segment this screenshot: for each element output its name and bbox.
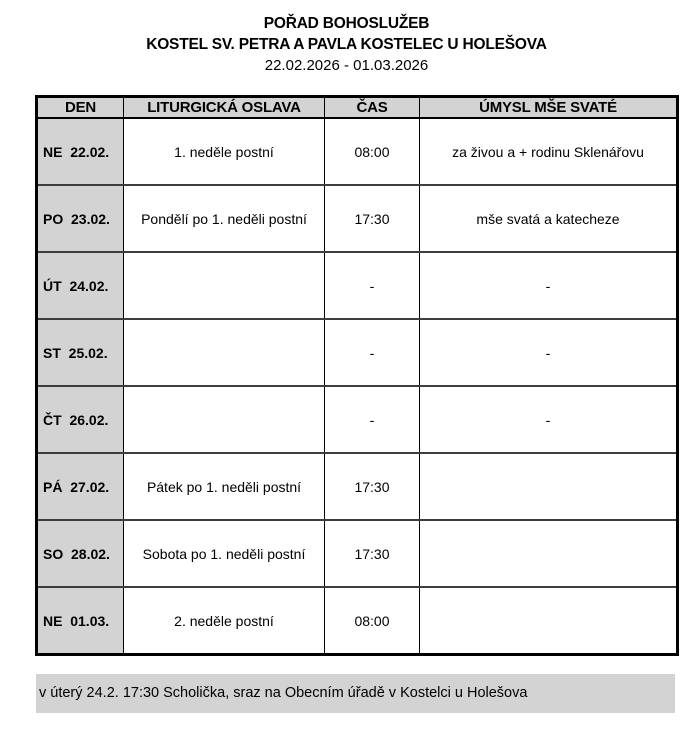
page-title: POŘAD BOHOSLUŽEB — [263, 15, 430, 32]
intention-cell: mše svatá a katecheze — [420, 185, 678, 252]
time-cell: 17:30 — [325, 453, 420, 520]
announcement-note: v úterý 24.2. 17:30 Scholička, sraz na Obecním úřadě v Kostelci u Holešova — [36, 674, 675, 713]
day-cell: SO 28.02. — [37, 520, 124, 587]
celebration-cell — [124, 386, 325, 453]
celebration-cell: Pátek po 1. neděli postní — [124, 453, 325, 520]
document-header — [0, 0, 693, 76]
intention-cell — [420, 453, 678, 520]
day-cell: ČT 26.02. — [37, 386, 124, 453]
intention-cell — [420, 587, 678, 655]
table-row — [37, 453, 678, 520]
day-cell: ÚT 24.02. — [37, 252, 124, 319]
table-row — [37, 185, 678, 252]
column-header-day: DEN — [37, 97, 124, 119]
time-cell: 17:30 — [325, 185, 420, 252]
time-cell: - — [325, 319, 420, 386]
intention-cell — [420, 520, 678, 587]
celebration-cell: 2. neděle postní — [124, 587, 325, 655]
time-cell: 08:00 — [325, 118, 420, 185]
day-cell: PO 23.02. — [37, 185, 124, 252]
table-row — [37, 520, 678, 587]
time-cell: 08:00 — [325, 587, 420, 655]
celebration-cell: Pondělí po 1. neděli postní — [124, 185, 325, 252]
celebration-cell: Sobota po 1. neděli postní — [124, 520, 325, 587]
week-date-range: 22.02.2026 - 01.03.2026 — [264, 57, 429, 74]
table-header-row — [37, 97, 678, 119]
time-cell: - — [325, 386, 420, 453]
table-row — [37, 386, 678, 453]
celebration-cell — [124, 252, 325, 319]
day-cell: ST 25.02. — [37, 319, 124, 386]
mass-schedule-table — [35, 95, 679, 656]
column-header-intention: ÚMYSL MŠE SVATÉ — [420, 97, 678, 119]
column-header-time: ČAS — [325, 97, 420, 119]
celebration-cell: 1. neděle postní — [124, 118, 325, 185]
table-row — [37, 319, 678, 386]
church-name: KOSTEL SV. PETRA A PAVLA KOSTELEC U HOLEŠOVA — [146, 36, 547, 53]
table-row — [37, 587, 678, 655]
column-header-celebration: LITURGICKÁ OSLAVA — [124, 97, 325, 119]
intention-cell: - — [420, 319, 678, 386]
time-cell: 17:30 — [325, 520, 420, 587]
day-cell: NE 22.02. — [37, 118, 124, 185]
day-cell: NE 01.03. — [37, 587, 124, 655]
celebration-cell — [124, 319, 325, 386]
table-row — [37, 118, 678, 185]
intention-cell: - — [420, 386, 678, 453]
intention-cell: - — [420, 252, 678, 319]
table-row — [37, 252, 678, 319]
time-cell: - — [325, 252, 420, 319]
intention-cell: za živou a + rodinu Sklenářovu — [420, 118, 678, 185]
day-cell: PÁ 27.02. — [37, 453, 124, 520]
